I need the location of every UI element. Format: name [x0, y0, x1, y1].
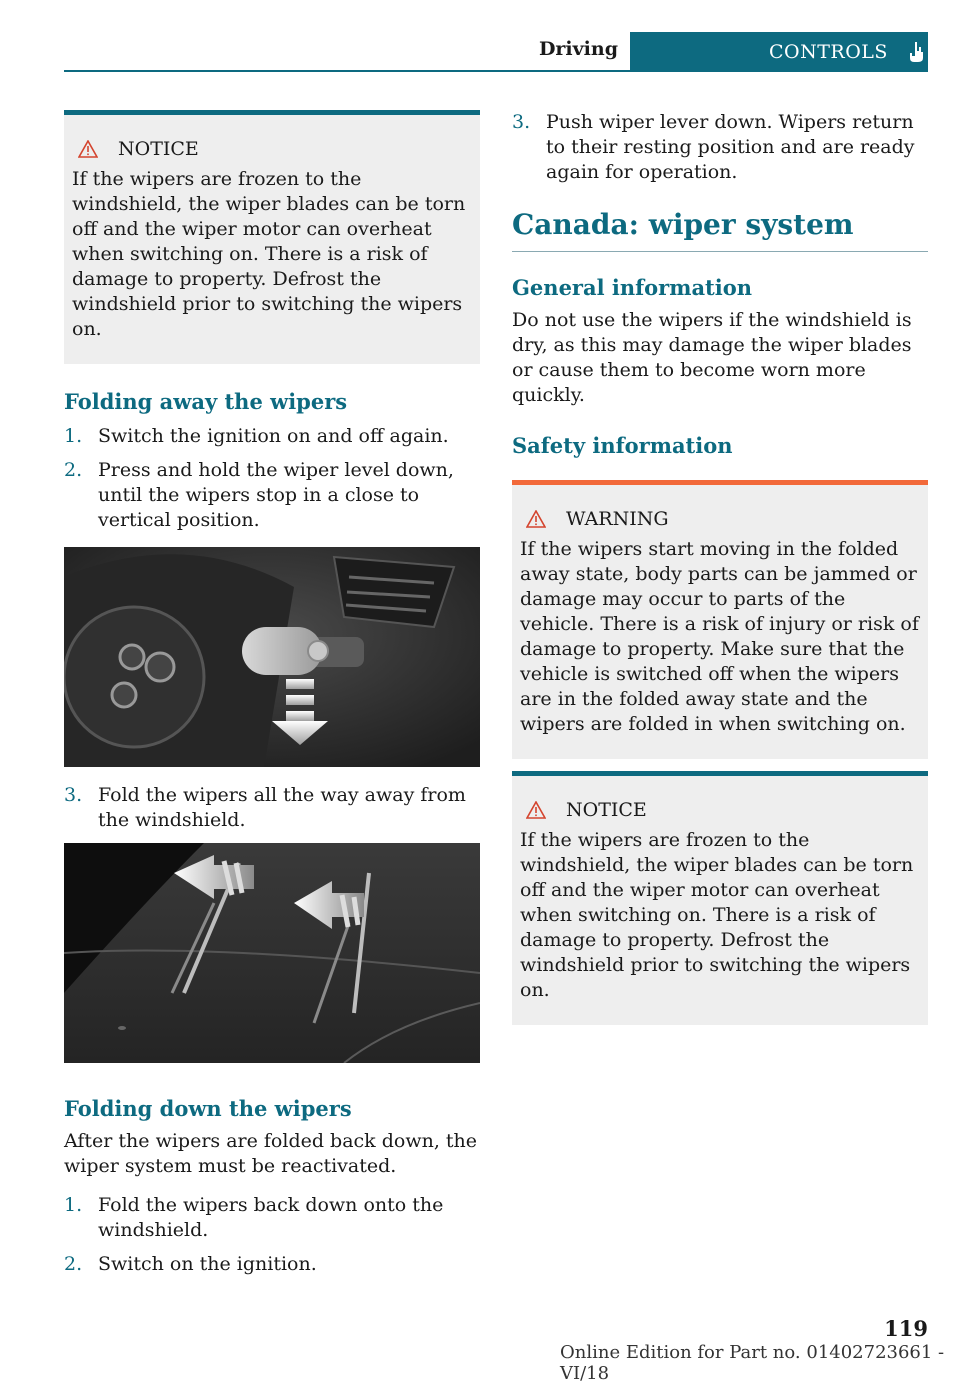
general-info-text: Do not use the wipers if the windshield is dry, as this may damage the wiper blades or cause them to become worn more quickly.	[512, 309, 912, 406]
edition-footer: Online Edition for Part no. 01402723661 - VI/18	[560, 1342, 945, 1384]
step-text: Switch on the ignition.	[98, 1253, 317, 1275]
header-chapter-tab	[630, 32, 928, 71]
section-title: Canada: wiper system	[512, 208, 854, 241]
step-text: Fold the wipers all the way away from the windshield.	[98, 784, 466, 831]
right-column	[512, 110, 928, 1025]
step-text: Press and hold the wiper level down, until the wipers stop in a close to vertical position.	[98, 459, 454, 531]
folding-away-steps	[64, 424, 480, 533]
step-text: Push wiper lever down. Wipers return to their resting position and are ready again for operation.	[546, 111, 915, 183]
folding-away-heading: Folding away the wipers	[64, 389, 348, 414]
step-number: 2.	[64, 459, 83, 481]
list-item	[64, 1193, 480, 1243]
wiper-lever-photo	[64, 547, 480, 767]
notice-text: If the wipers are frozen to the windshield, the wiper blades can be torn off and the wiper motor can overheat when switching on. There is a risk of damage to property. Defrost the windshield prior to switching the wipers on.	[520, 829, 914, 1001]
caution-triangle-icon	[78, 140, 98, 158]
section-title-block	[512, 207, 928, 252]
step-number: 3.	[512, 111, 531, 133]
left-column	[64, 110, 480, 1286]
list-item	[64, 783, 480, 833]
page-number: 119	[884, 1316, 928, 1341]
folding-away-steps-continued	[64, 783, 480, 833]
warning-title: WARNING	[566, 508, 669, 530]
step-number: 1.	[64, 425, 83, 447]
notice-box	[512, 771, 928, 1025]
safety-info-heading: Safety information	[512, 433, 733, 458]
list-item	[64, 424, 480, 449]
list-item	[512, 110, 928, 185]
notice-title: NOTICE	[566, 799, 647, 821]
warning-text: If the wipers start moving in the folded away state, body parts can be jammed or damage may occur to parts of the vehicle. There is a risk of injury or risk of damage to property. Make sure that the vehicle is switched off when the wipers are in the folded away state and the wipers are folded in when switching on.	[520, 538, 919, 735]
folding-down-steps	[64, 1193, 480, 1277]
caution-triangle-icon	[526, 801, 546, 819]
warning-box	[512, 480, 928, 759]
step-number: 3.	[64, 784, 83, 806]
list-item	[64, 458, 480, 533]
notice-box	[64, 110, 480, 364]
notice-title: NOTICE	[118, 138, 199, 160]
general-info-heading: General information	[512, 275, 753, 300]
folding-away-step-3	[512, 110, 928, 185]
header-chapter-label: CONTROLS	[769, 40, 888, 63]
notice-title-row	[72, 137, 472, 161]
folding-down-intro: After the wipers are folded back down, the wiper system must be reactivated.	[64, 1130, 478, 1177]
folding-down-heading: Folding down the wipers	[64, 1096, 352, 1121]
notice-text: If the wipers are frozen to the windshield, the wiper blades can be torn off and the wiper motor can overheat when switching on. There is a risk of damage to property. Defrost the windshield prior to switching the wipers on.	[72, 168, 466, 340]
step-text: Switch the ignition on and off again.	[98, 425, 449, 447]
caution-triangle-icon	[526, 510, 546, 528]
list-item	[64, 1252, 480, 1277]
step-text: Fold the wipers back down onto the windshield.	[98, 1194, 444, 1241]
hand-lever-icon	[906, 40, 926, 64]
step-number: 2.	[64, 1253, 83, 1275]
windshield-wipers-photo	[64, 843, 480, 1063]
header-section-title: Driving	[538, 38, 618, 60]
notice-title-row	[520, 798, 920, 822]
step-number: 1.	[64, 1194, 83, 1216]
warning-title-row	[520, 507, 920, 531]
